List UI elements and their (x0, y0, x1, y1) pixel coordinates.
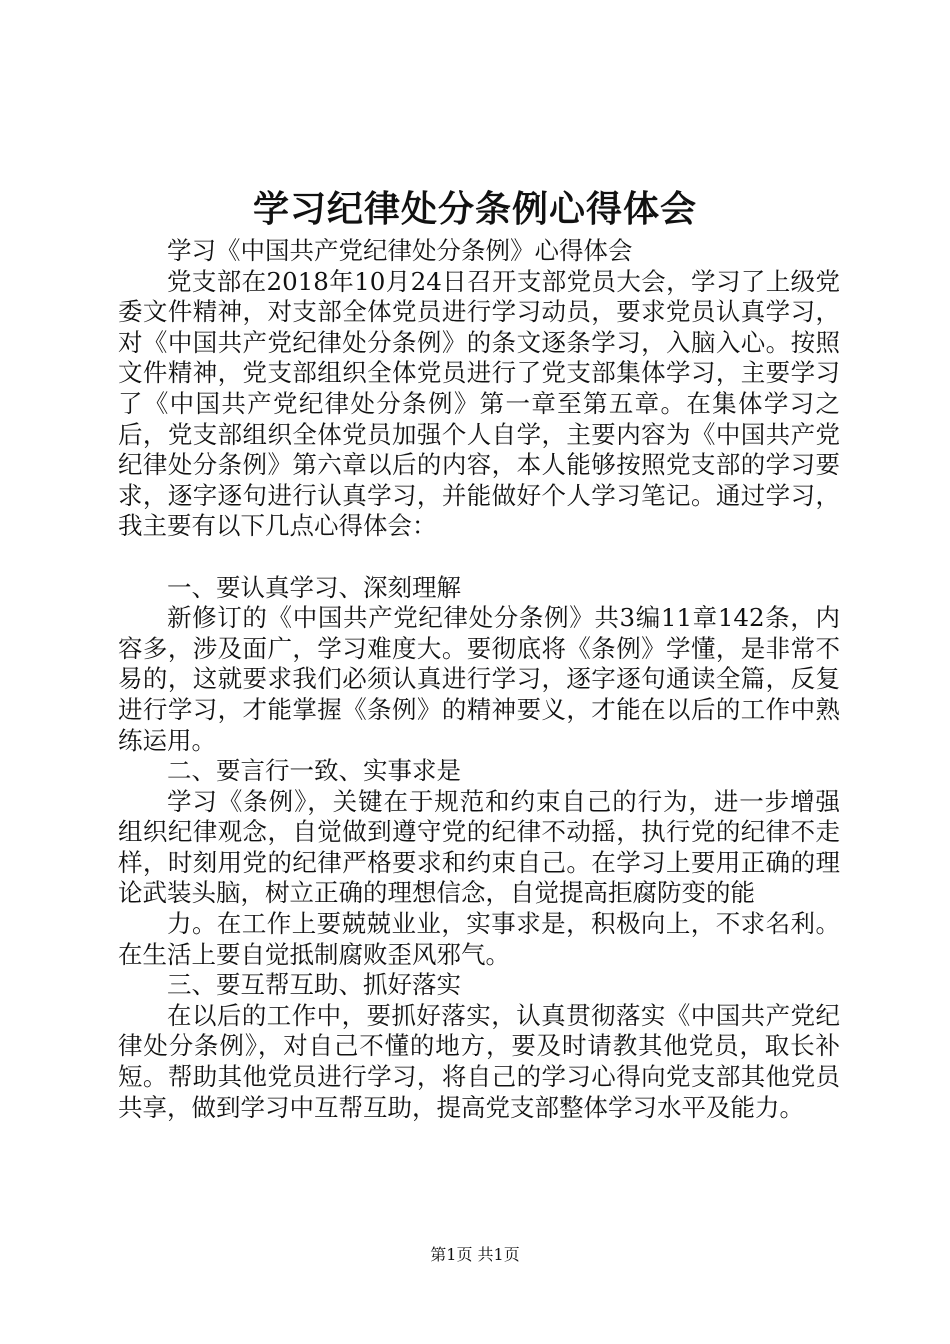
section-heading-1: 一、要认真学习、深刻理解 (167, 572, 461, 602)
section-heading-2: 二、要言行一致、实事求是 (167, 756, 461, 786)
intro-paragraph: 党支部在2018年10月24日召开支部党员大会，学习了上级党委文件精神，对支部全体党员进行学习动员，要求党员认真学习，对《中国共产党纪律处分条例》的条文逐条学习，入脑入心。按照文件精神，党支部组织全体党员进行了党支部集体学习，主要学习了《中国共产党纪律处分条例》第一章至第五章。在集体学习之后，党支部组织全体党员加强个人自学，主要内容为《中国共产党纪律处分条例》第六章以后的内容，本人能够按照党支部的学习要求，逐字逐句进行认真学习，并能做好个人学习笔记。通过学习，我主要有以下几点心得体会： (118, 266, 840, 541)
subtitle-paragraph: 学习《中国共产党纪律处分条例》心得体会 (167, 236, 633, 265)
document-title: 学习纪律处分条例心得体会 (252, 188, 697, 230)
document-body (118, 236, 840, 1123)
section-paragraph-2a: 学习《条例》，关键在于规范和约束自己的行为，进一步增强组织纪律观念，自觉做到遵守党的纪律不动摇，执行党的纪律不走样，时刻用党的纪律严格要求和约束自己。在学习上要用正确的理论武装头脑，树立正确的理想信念，自觉提高拒腐防变的能 (118, 786, 840, 908)
page-footer: 第1页 共1页 (430, 1245, 520, 1264)
section-paragraph-3: 在以后的工作中，要抓好落实，认真贯彻落实《中国共产党纪律处分条例》，对自己不懂的地方，要及时请教其他党员，取长补短。帮助其他党员进行学习，将自己的学习心得向党支部其他党员共享，做到学习中互帮互助，提高党支部整体学习水平及能力。 (118, 1000, 840, 1122)
section-paragraph-2b: 力。在工作上要兢兢业业，实事求是，积极向上，不求名利。在生活上要自觉抵制腐败歪风邪气。 (118, 909, 840, 969)
section-heading-3: 三、要互帮互助、抓好落实 (167, 970, 461, 1000)
paragraph-spacer (118, 542, 840, 573)
section-paragraph-1: 新修订的《中国共产党纪律处分条例》共3编11章142条，内容多，涉及面广，学习难度大。要彻底将《条例》学懂，是非常不易的，这就要求我们必须认真进行学习，逐字逐句通读全篇，反复进行学习，才能掌握《条例》的精神要义，才能在以后的工作中熟练运用。 (118, 603, 840, 755)
